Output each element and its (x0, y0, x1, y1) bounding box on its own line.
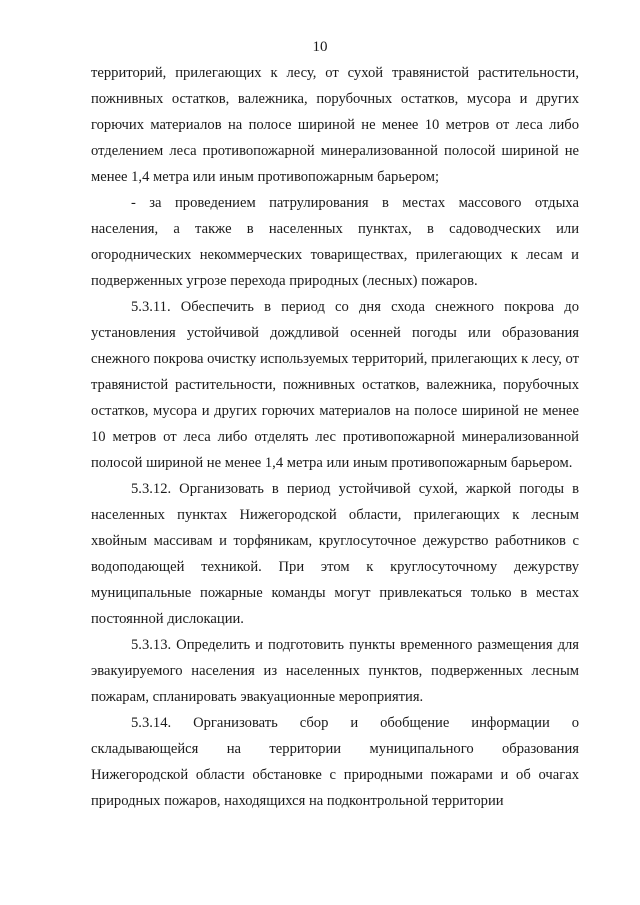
paragraph-item-5-3-13: 5.3.13. Определить и подготовить пункты временного размещения для эвакуируемого населения из населенных пунктов, подверженных лесным пожарам, спланировать эвакуационные мероприятия. (91, 637, 579, 705)
paragraph-item-5-3-14: 5.3.14. Организовать сбор и обобщение информации о складывающейся на территории муниципального образования Нижегородской области обстановке с природными пожарами и об очагах природных пожаров, находящихся на подконтрольной территории (91, 715, 579, 809)
paragraph-item-5-3-11: 5.3.11. Обеспечить в период со дня схода снежного покрова до установления устойчивой дождливой осенней погоды или образования снежного покрова очистку используемых территорий, прилегающих к лесу, от травянистой растительности, пожнивных остатков, валежника, порубочных остатков, мусора и других горючих материалов на полосе шириной не менее 10 метров от леса либо отделять лес противопожарной минерализованной полосой шириной не менее 1,4 метра или иным противопожарным барьером. (91, 299, 579, 471)
paragraph-patrol: - за проведением патрулирования в местах массового отдыха населения, а также в населенных пунктах, в садоводческих или огороднических некоммерческих товариществах, прилегающих к лесам и подверженных угрозе перехода природных (лесных) пожаров. (91, 195, 579, 289)
paragraph-continuation: территорий, прилегающих к лесу, от сухой травянистой растительности, пожнивных остатков, валежника, порубочных остатков, мусора и других горючих материалов на полосе шириной не менее 10 метров от леса либо отделением леса противопожарной минерализованной полосой шириной не менее 1,4 метра или иным противопожарным барьером; (91, 65, 579, 185)
document-body (91, 60, 579, 814)
paragraph-item-5-3-12: 5.3.12. Организовать в период устойчивой сухой, жаркой погоды в населенных пунктах Нижегородской области, прилегающих к лесным хвойным массивам и торфяникам, круглосуточное дежурство работников с водоподающей техникой. При этом к круглосуточному дежурству муниципальные пожарные команды могут привлекаться только в местах постоянной дислокации. (91, 481, 579, 627)
page-number: 10 (312, 39, 328, 55)
